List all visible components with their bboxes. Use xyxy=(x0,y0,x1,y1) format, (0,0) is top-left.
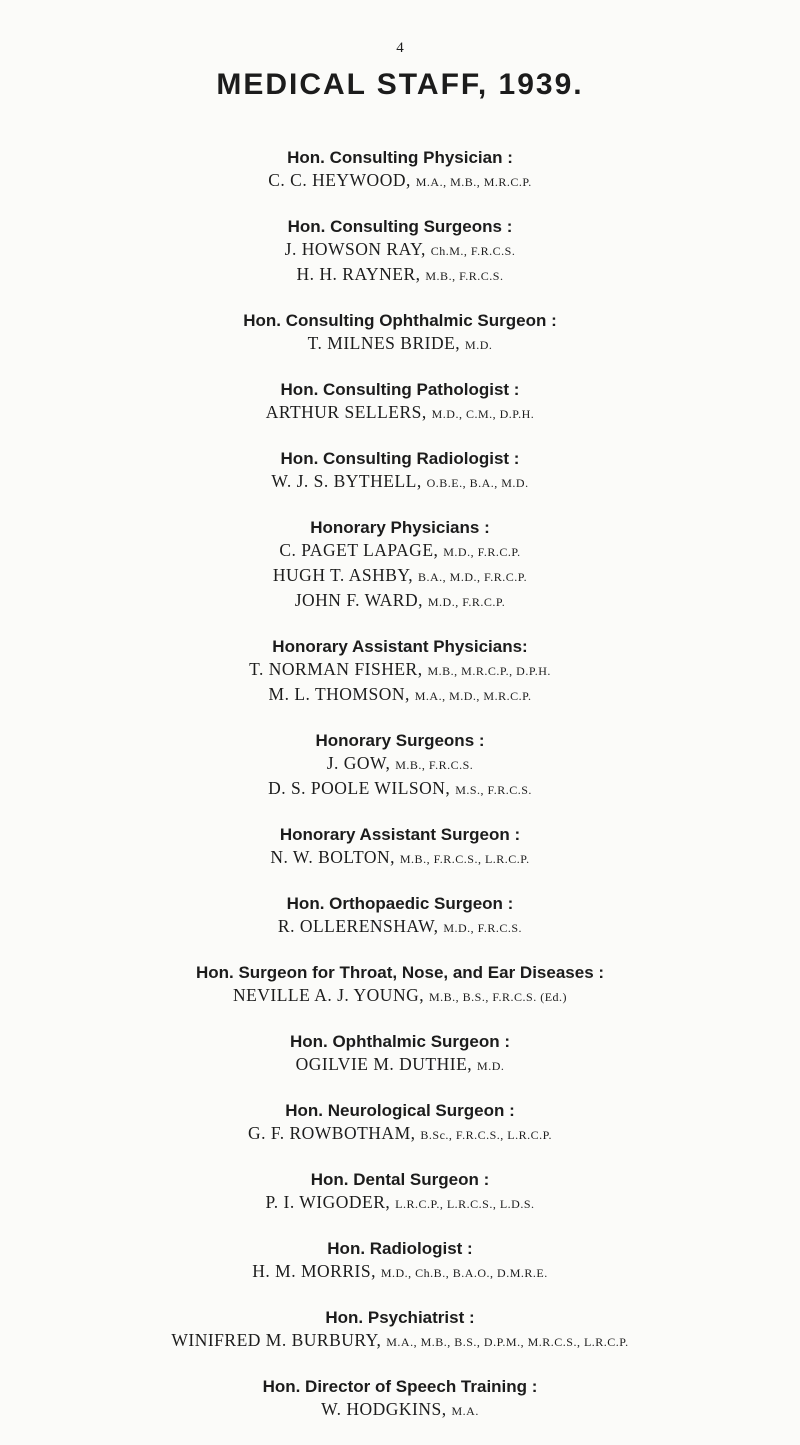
section-heading: Hon. Consulting Surgeons : xyxy=(287,217,513,236)
section-heading: Honorary Physicians : xyxy=(310,518,490,537)
staff-member xyxy=(0,658,800,683)
staff-member xyxy=(0,683,800,708)
staff-section xyxy=(0,636,800,708)
staff-section xyxy=(0,147,800,194)
section-heading: Honorary Surgeons : xyxy=(315,731,485,750)
staff-qualifications: L.R.C.P., L.R.C.S., L.D.S. xyxy=(395,1197,535,1211)
staff-section xyxy=(0,824,800,871)
staff-member xyxy=(0,564,800,589)
section-heading: Hon. Dental Surgeon : xyxy=(310,1170,490,1189)
section-heading: Hon. Radiologist : xyxy=(327,1239,473,1258)
staff-member xyxy=(0,1053,800,1078)
staff-qualifications: B.A., M.D., F.R.C.P. xyxy=(418,570,528,584)
staff-qualifications: B.Sc., F.R.C.S., L.R.C.P. xyxy=(420,1128,552,1142)
section-heading: Hon. Neurological Surgeon : xyxy=(285,1101,515,1120)
section-heading: Hon. Surgeon for Throat, Nose, and Ear Diseases : xyxy=(195,963,605,982)
staff-member xyxy=(0,1122,800,1147)
staff-member xyxy=(0,777,800,802)
staff-name: T. MILNES BRIDE, xyxy=(307,333,461,353)
staff-name: M. L. THOMSON, xyxy=(268,684,410,704)
staff-member xyxy=(0,846,800,871)
staff-name: NEVILLE A. J. YOUNG, xyxy=(232,985,425,1005)
staff-qualifications: M.D., F.R.C.P. xyxy=(443,545,521,559)
staff-name: D. S. POOLE WILSON, xyxy=(268,778,451,798)
staff-section xyxy=(0,310,800,357)
staff-section xyxy=(0,1307,800,1354)
staff-qualifications: M.D., Ch.B., B.A.O., D.M.R.E. xyxy=(380,1266,548,1280)
section-heading: Hon. Psychiatrist : xyxy=(325,1308,475,1327)
staff-member xyxy=(0,752,800,777)
page-number: 4 xyxy=(396,40,404,56)
staff-name: OGILVIE M. DUTHIE, xyxy=(295,1054,473,1074)
staff-member xyxy=(0,169,800,194)
staff-name: C. PAGET LAPAGE, xyxy=(279,540,439,560)
staff-qualifications: M.A. xyxy=(451,1404,479,1418)
section-heading: Hon. Ophthalmic Surgeon : xyxy=(289,1032,511,1051)
staff-section xyxy=(0,379,800,426)
staff-qualifications: M.D., C.M., D.P.H. xyxy=(431,407,535,421)
staff-member xyxy=(0,1260,800,1285)
staff-name: G. F. ROWBOTHAM, xyxy=(248,1123,416,1143)
section-heading: Hon. Consulting Physician : xyxy=(287,148,513,167)
staff-member xyxy=(0,470,800,495)
staff-name: P. I. WIGODER, xyxy=(265,1192,391,1212)
staff-name: C. C. HEYWOOD, xyxy=(268,170,411,190)
staff-name: HUGH T. ASHBY, xyxy=(272,565,414,585)
section-heading: Hon. Consulting Ophthalmic Surgeon : xyxy=(243,311,557,330)
staff-name: R. OLLERENSHAW, xyxy=(277,916,439,936)
staff-qualifications: M.A., M.B., M.R.C.P. xyxy=(415,175,532,189)
staff-qualifications: O.B.E., B.A., M.D. xyxy=(426,476,529,490)
staff-qualifications: M.D. xyxy=(465,338,493,352)
staff-name: T. NORMAN FISHER, xyxy=(249,659,423,679)
staff-qualifications: M.A., M.D., M.R.C.P. xyxy=(414,689,532,703)
staff-qualifications: M.B., B.S., F.R.C.S. (Ed.) xyxy=(428,990,568,1004)
section-heading: Honorary Assistant Physicians: xyxy=(272,637,528,656)
staff-member xyxy=(0,1398,800,1423)
section-heading: Hon. Orthopaedic Surgeon : xyxy=(286,894,514,913)
staff-qualifications: M.B., F.R.C.S., L.R.C.P. xyxy=(399,852,530,866)
staff-name: W. HODGKINS, xyxy=(321,1399,447,1419)
staff-section xyxy=(0,448,800,495)
staff-qualifications: M.D., F.R.C.P. xyxy=(427,595,506,609)
staff-section xyxy=(0,893,800,940)
staff-qualifications: M.B., F.R.C.S. xyxy=(425,269,504,283)
staff-qualifications: Ch.M., F.R.C.S. xyxy=(430,244,516,258)
staff-section xyxy=(0,730,800,802)
staff-member xyxy=(0,401,800,426)
staff-name: H. H. RAYNER, xyxy=(296,264,421,284)
staff-qualifications: M.A., M.B., B.S., D.P.M., M.R.C.S., L.R.C.P. xyxy=(386,1335,629,1349)
staff-section xyxy=(0,1169,800,1216)
staff-member xyxy=(0,238,800,263)
staff-section xyxy=(0,517,800,614)
section-heading: Hon. Director of Speech Training : xyxy=(262,1377,538,1396)
staff-list xyxy=(0,147,800,1445)
section-heading: Honorary Assistant Surgeon : xyxy=(279,825,521,844)
staff-member xyxy=(0,984,800,1009)
staff-name: H. M. MORRIS, xyxy=(252,1261,376,1281)
staff-member xyxy=(0,589,800,614)
staff-section xyxy=(0,216,800,288)
staff-name: N. W. BOLTON, xyxy=(270,847,396,867)
staff-member xyxy=(0,539,800,564)
staff-section xyxy=(0,1376,800,1423)
staff-qualifications: M.B., M.R.C.P., D.P.H. xyxy=(427,664,551,678)
staff-section xyxy=(0,1238,800,1285)
staff-name: JOHN F. WARD, xyxy=(294,590,423,610)
staff-name: W. J. S. BYTHELL, xyxy=(271,471,422,491)
staff-member xyxy=(0,1191,800,1216)
staff-name: J. HOWSON RAY, xyxy=(284,239,426,259)
staff-section xyxy=(0,962,800,1009)
staff-section xyxy=(0,1031,800,1078)
staff-qualifications: M.D., F.R.C.S. xyxy=(443,921,523,935)
staff-name: J. GOW, xyxy=(326,753,391,773)
staff-section xyxy=(0,1100,800,1147)
staff-member xyxy=(0,332,800,357)
staff-qualifications: M.B., F.R.C.S. xyxy=(395,758,474,772)
staff-member xyxy=(0,1329,800,1354)
staff-qualifications: M.S., F.R.C.S. xyxy=(455,783,532,797)
staff-member xyxy=(0,915,800,940)
staff-name: ARTHUR SELLERS, xyxy=(265,402,427,422)
section-heading: Hon. Consulting Radiologist : xyxy=(280,449,520,468)
staff-name: WINIFRED M. BURBURY, xyxy=(171,1330,382,1350)
section-heading: Hon. Consulting Pathologist : xyxy=(280,380,520,399)
page-title: MEDICAL STAFF, 1939. xyxy=(216,68,584,101)
staff-member xyxy=(0,263,800,288)
staff-qualifications: M.D. xyxy=(477,1059,505,1073)
